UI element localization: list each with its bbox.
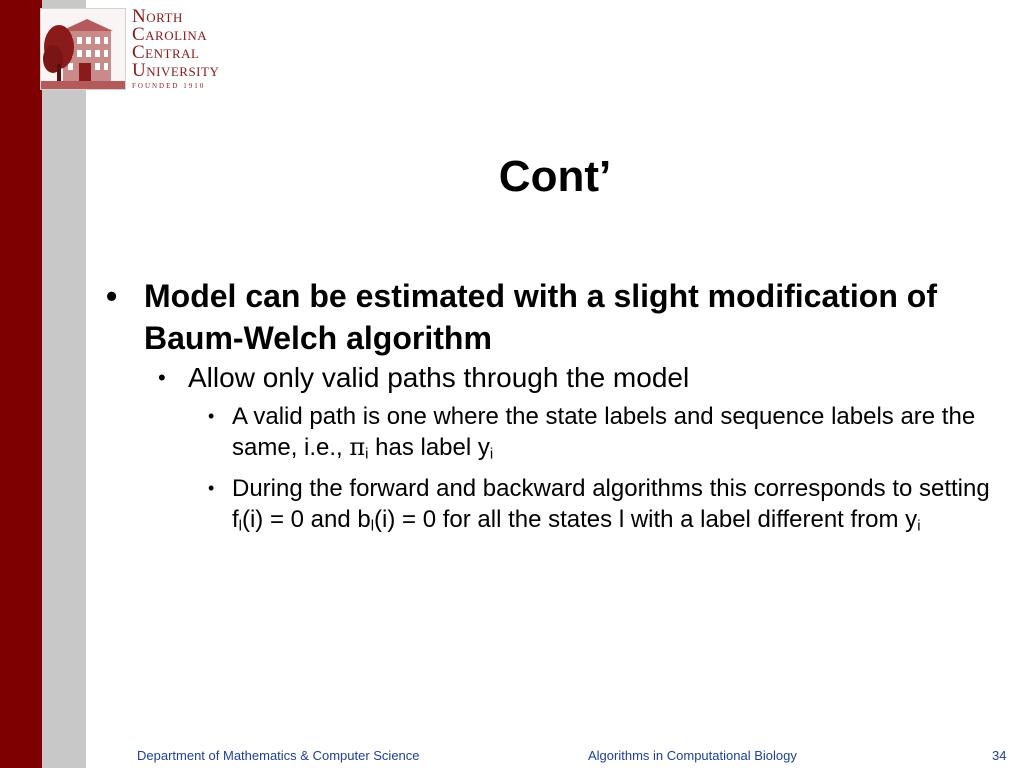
nccu-logo bbox=[40, 8, 250, 92]
bullet-level2 bbox=[100, 361, 1015, 395]
logo-line-north: North bbox=[132, 6, 183, 27]
item2-text-part1: During the forward and backward algorithms this corresponds to setting f bbox=[232, 475, 990, 533]
item1-text-middle: has label y bbox=[368, 434, 490, 461]
slide-content bbox=[100, 275, 1015, 535]
footer-department: Department of Mathematics & Computer Science bbox=[137, 748, 420, 763]
bullet-dot-icon: • bbox=[208, 478, 215, 498]
b-subscript: l bbox=[370, 518, 375, 535]
bullet-level3-item2 bbox=[100, 473, 1015, 535]
bullet-dot-icon: • bbox=[106, 278, 118, 314]
bullet-main-text: Model can be estimated with a slight modification of Baum-Welch algorithm bbox=[144, 278, 937, 356]
slide-title: Cont’ bbox=[498, 152, 612, 201]
item2-text-part2: (i) = 0 and b bbox=[241, 506, 371, 533]
item1-text-before: A valid path is one where the state labels and sequence labels are the same, i.e., bbox=[232, 403, 976, 461]
y-subscript: i bbox=[489, 446, 494, 463]
slide-footer bbox=[86, 742, 1024, 768]
bullet-level3-item1 bbox=[100, 401, 1015, 463]
logo-line-central: Central bbox=[132, 42, 200, 63]
item2-text-part3: (i) = 0 for all the states l with a label different from y bbox=[374, 506, 918, 533]
logo-line-university: University bbox=[132, 60, 220, 81]
logo-line-carolina: Carolina bbox=[132, 24, 208, 45]
bullet-dot-icon: • bbox=[158, 365, 166, 390]
left-maroon-stripe bbox=[0, 0, 42, 768]
f-subscript: l bbox=[238, 518, 242, 535]
logo-founded: FOUNDED 1910 bbox=[132, 82, 206, 90]
footer-course: Algorithms in Computational Biology bbox=[588, 748, 797, 763]
pi-subscript: i bbox=[365, 446, 369, 463]
bullet-level1 bbox=[100, 275, 1015, 359]
logo-building-image bbox=[40, 8, 126, 90]
y-subscript: i bbox=[917, 518, 921, 535]
footer-page-number: 34 bbox=[992, 748, 1007, 763]
left-gray-stripe bbox=[42, 0, 86, 768]
pi-symbol: π bbox=[349, 433, 366, 461]
bullet-dot-icon: • bbox=[208, 406, 215, 426]
logo-wordmark bbox=[132, 8, 252, 90]
sub-bullet-text: Allow only valid paths through the model bbox=[188, 362, 690, 393]
